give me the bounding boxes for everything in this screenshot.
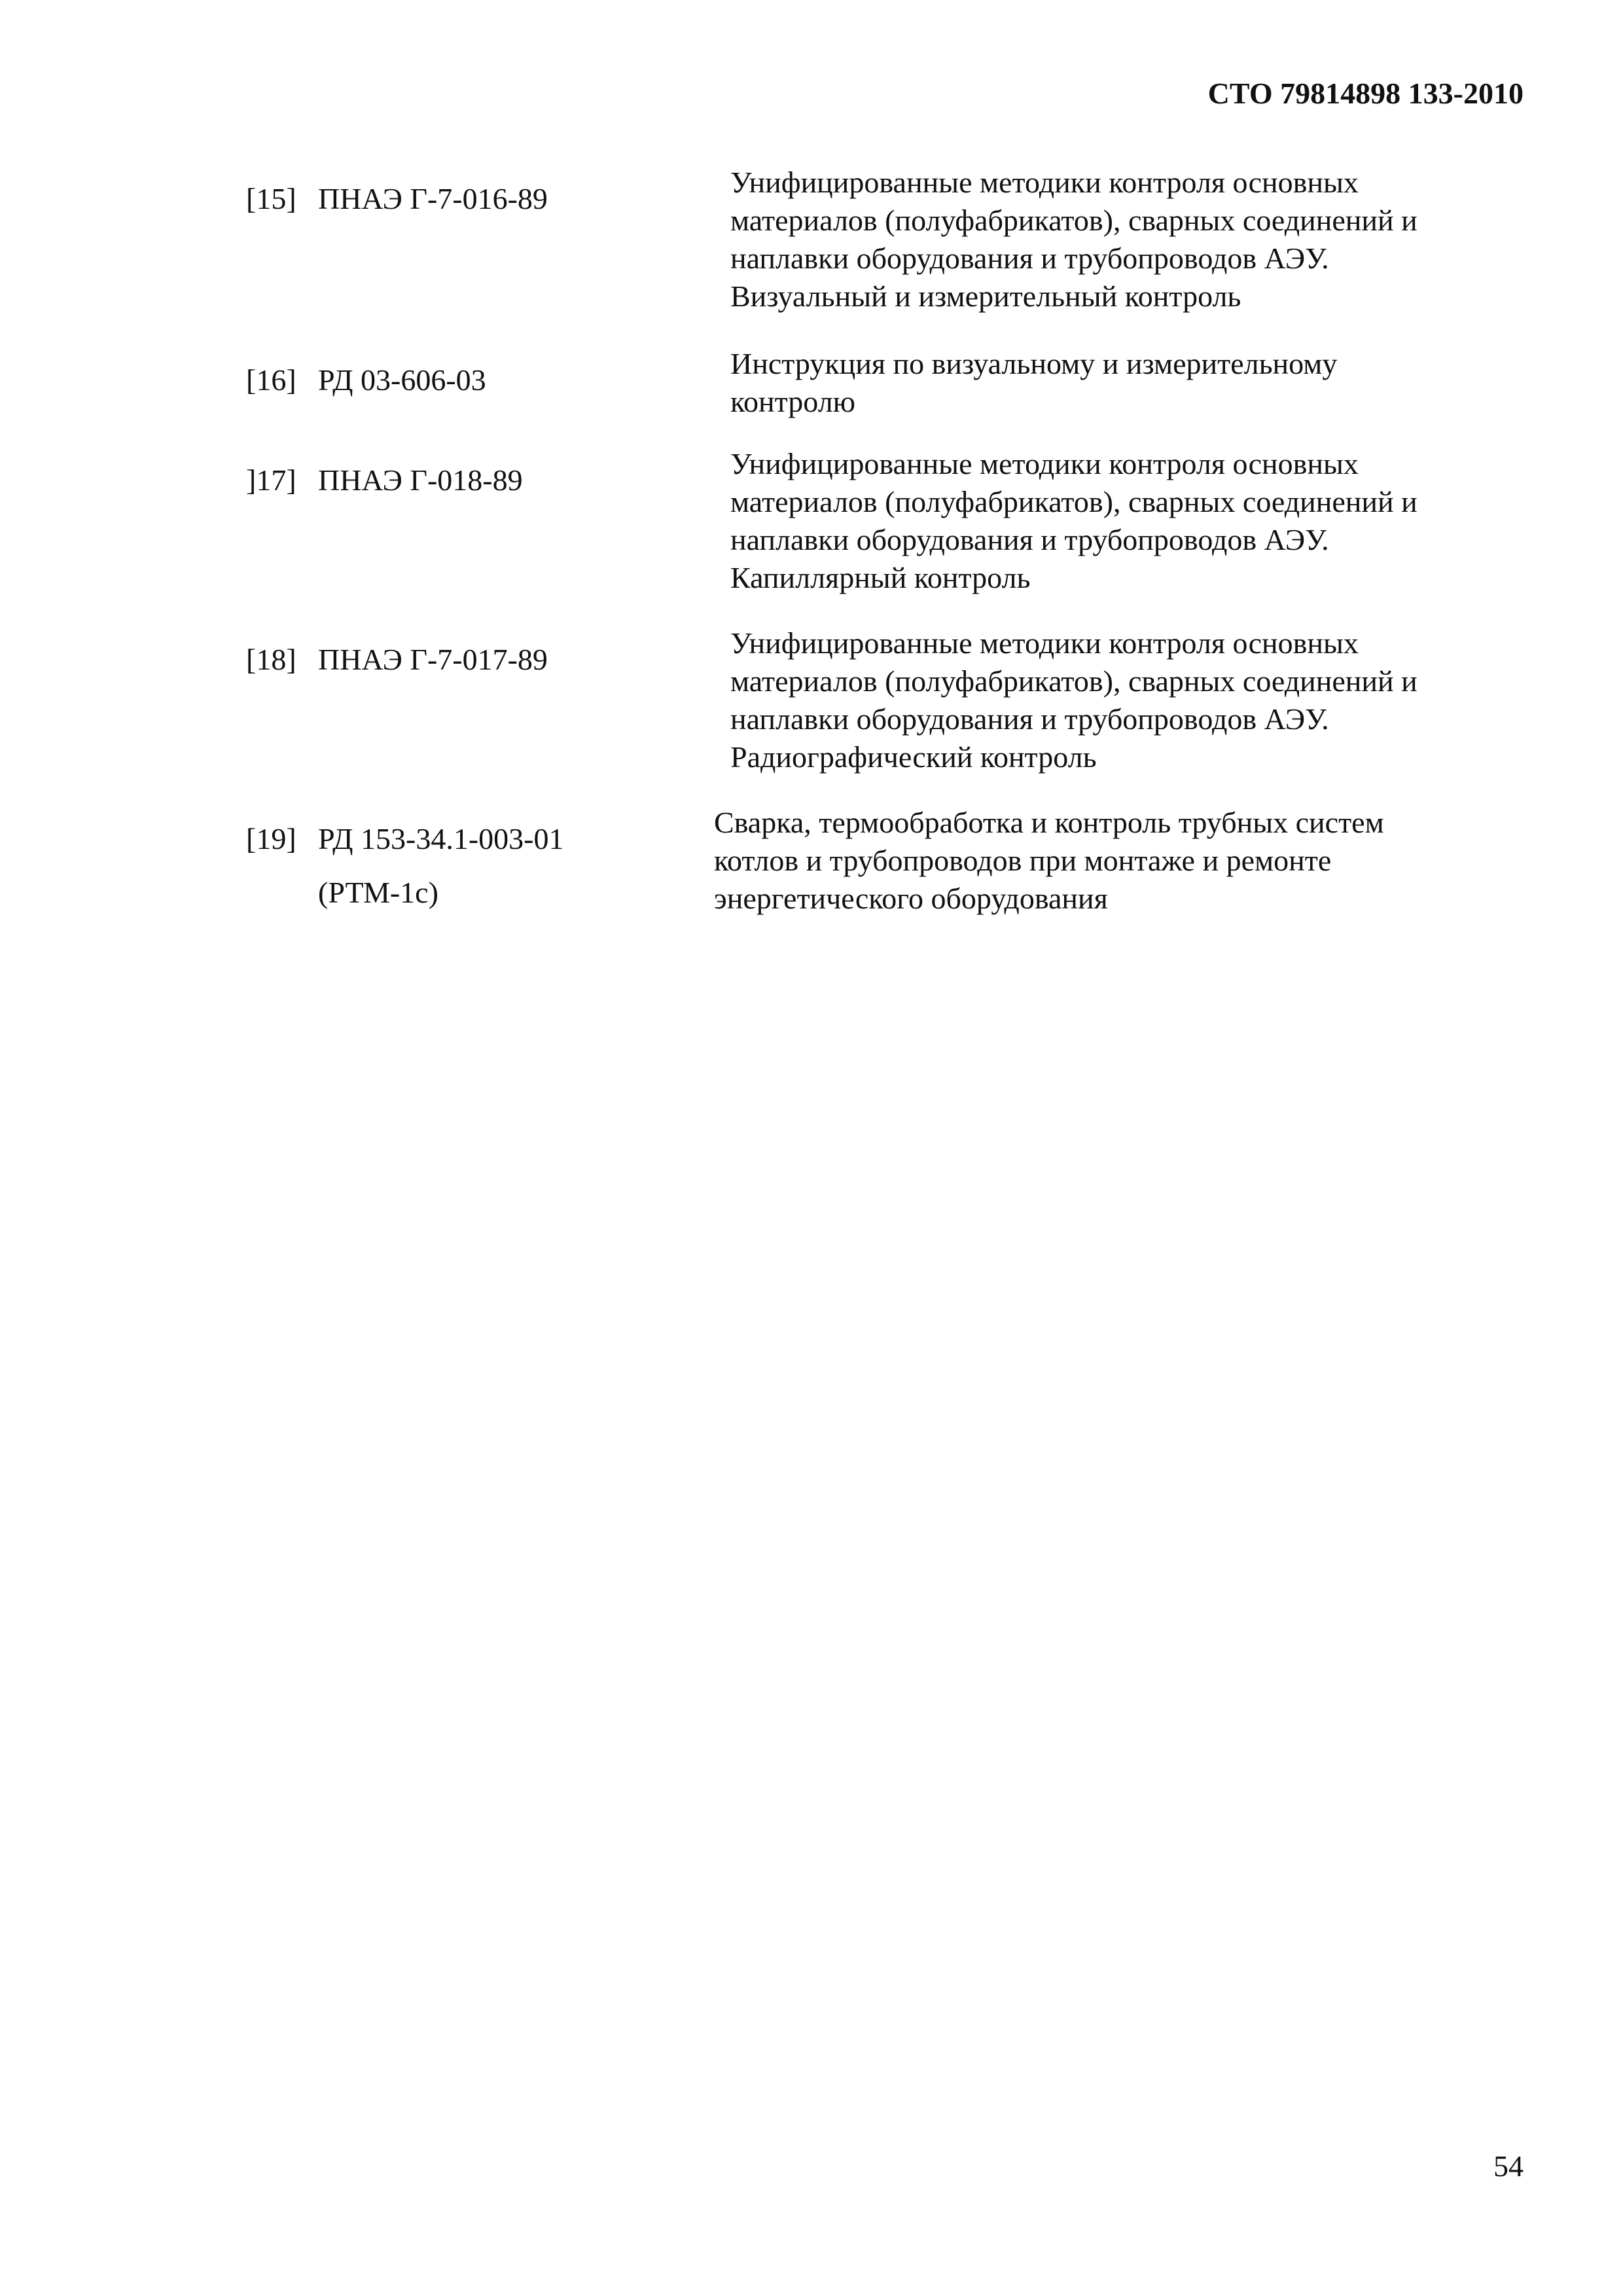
reference-code-line: (РТМ-1с): [318, 876, 438, 909]
reference-number: [19]: [246, 822, 296, 855]
reference-title: [730, 164, 1535, 315]
reference-title: [730, 624, 1535, 776]
reference-title-line: наплавки оборудования и трубопроводов АЭУ.: [730, 242, 1329, 275]
reference-number: [18]: [246, 643, 296, 676]
reference-title-line: материалов (полуфабрикатов), сварных соединений и: [730, 204, 1418, 237]
reference-title-line: Радиографический контроль: [730, 740, 1097, 774]
reference-code-line: РД 153-34.1-003-01: [318, 822, 564, 855]
reference-title-line: энергетического оборудования: [714, 882, 1108, 915]
reference-title-line: наплавки оборудования и трубопроводов АЭУ.: [730, 702, 1329, 736]
reference-title-line: Унифицированные методики контроля основных: [730, 626, 1359, 660]
reference-title-line: Унифицированные методики контроля основных: [730, 166, 1359, 199]
reference-title-line: материалов (полуфабрикатов), сварных соединений и: [730, 485, 1418, 518]
reference-number: [15]: [246, 182, 296, 215]
reference-title-line: Сварка, термообработка и контроль трубных систем: [714, 806, 1384, 839]
reference-title-line: Инструкция по визуальному и измерительному: [730, 347, 1338, 380]
reference-code: ПНАЭ Г-7-017-89: [318, 643, 548, 676]
reference-number: ]17]: [246, 463, 296, 497]
reference-title-line: котлов и трубопроводов при монтаже и ремонте: [714, 844, 1332, 877]
reference-title-line: Визуальный и измерительный контроль: [730, 279, 1241, 313]
reference-code: [318, 820, 711, 912]
reference-title-line: наплавки оборудования и трубопроводов АЭУ.: [730, 523, 1329, 556]
reference-code: ПНАЭ Г-018-89: [318, 463, 523, 497]
reference-code: РД 03-606-03: [318, 363, 486, 397]
reference-number: [16]: [246, 363, 296, 397]
reference-title-line: Унифицированные методики контроля основных: [730, 447, 1359, 480]
reference-title-line: Капиллярный контроль: [730, 561, 1031, 594]
page-number: 54: [1493, 2149, 1524, 2183]
reference-title-line: материалов (полуфабрикатов), сварных соединений и: [730, 664, 1418, 698]
reference-title: [730, 345, 1535, 421]
reference-title: [730, 445, 1535, 597]
reference-code: ПНАЭ Г-7-016-89: [318, 182, 548, 215]
reference-title-line: контролю: [730, 385, 856, 418]
reference-title: [714, 804, 1519, 918]
document-code: СТО 79814898 133-2010: [1207, 77, 1524, 110]
